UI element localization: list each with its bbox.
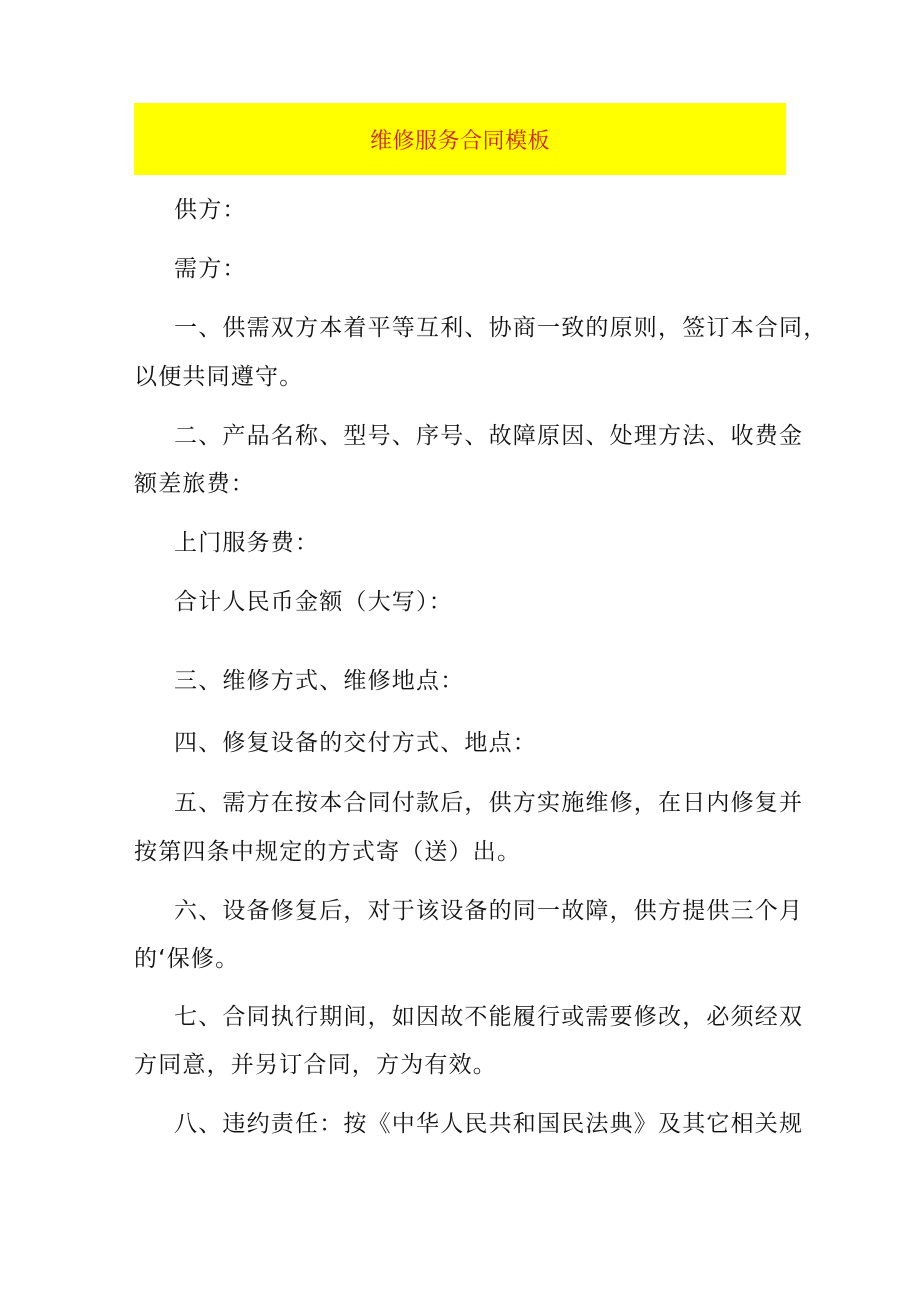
clause-1-line-1: 一、供需双方本着平等互利、协商一致的原则，签订本合同，: [174, 315, 828, 341]
document-title: 维修服务合同模板: [369, 128, 550, 154]
clause-1-line-2: 以便共同遵守。: [134, 364, 304, 390]
clause-6-line-1: 六、设备修复后，对于该设备的同一故障，供方提供三个月: [174, 898, 804, 924]
clause-5-line-1: 五、需方在按本合同付款后，供方实施维修，在日内修复并: [174, 790, 804, 816]
clause-7-line-1: 七、合同执行期间，如因故不能履行或需要修改，必须经双: [174, 1004, 804, 1030]
clause-7-line-2: 方同意，并另订合同，方为有效。: [134, 1052, 497, 1078]
clause-8-line-1: 八、违约责任：按《中华人民共和国民法典》及其它相关规: [174, 1111, 804, 1137]
onsite-fee-line: 上门服务费：: [174, 530, 320, 556]
clause-2-line-2: 额差旅费：: [134, 471, 255, 497]
clause-4-line: 四、修复设备的交付方式、地点：: [174, 730, 537, 756]
supplier-line: 供方：: [174, 197, 247, 223]
buyer-line: 需方：: [174, 256, 247, 282]
clause-3-line: 三、维修方式、维修地点：: [174, 668, 465, 694]
clause-5-line-2: 按第四条中规定的方式寄（送）出。: [134, 839, 522, 865]
total-amount-line: 合计人民币金额（大写）：: [174, 589, 453, 615]
clause-6-line-2: 的‘保修。: [134, 946, 240, 972]
clause-2-line-1: 二、产品名称、型号、序号、故障原因、处理方法、收费金: [174, 423, 804, 449]
